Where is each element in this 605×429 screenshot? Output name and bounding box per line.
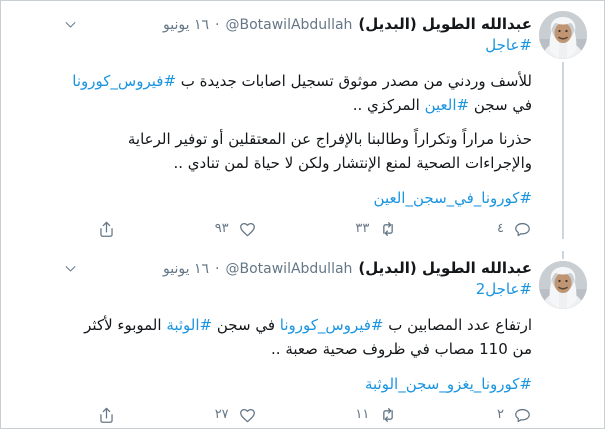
tweet-text-segment: المركزي ..: [352, 96, 425, 114]
reply-icon: [513, 220, 532, 239]
retweet-button[interactable]: [355, 405, 398, 425]
display-name[interactable]: عبدالله الطويل (البديل): [358, 259, 532, 277]
share-icon: [97, 406, 116, 425]
timestamp[interactable]: ١٦ يونيو: [163, 261, 210, 277]
like-button[interactable]: [215, 220, 257, 239]
reply-button[interactable]: [497, 406, 532, 425]
avatar[interactable]: [539, 261, 587, 309]
retweet-icon: [378, 219, 398, 239]
avatar[interactable]: [539, 11, 587, 59]
tweet-text: [63, 69, 532, 117]
tweet-header: [63, 15, 532, 33]
tweet-text: حذرنا مراراً وتكراراً وطالبنا بالإفراج عن المعتقلين أو توفير الرعاية والإجراءات الصحية لمنع الإنتشار ولكن لا حياة لمن تنادي ..: [127, 130, 532, 172]
retweet-count: ١١: [355, 407, 370, 422]
reply-icon: [513, 406, 532, 425]
portrait-man-white-ghutra-icon: [539, 261, 587, 309]
tweet-text-segment: ارتفاع عدد المصابين ب: [383, 316, 532, 334]
heart-icon: [238, 220, 257, 239]
closing-hashtag-line: [63, 373, 532, 395]
like-count: ٢٧: [214, 407, 229, 422]
tweet-actions: [97, 405, 532, 425]
user-handle[interactable]: @BotawilAbdullah: [225, 17, 353, 33]
avatar-column: [532, 251, 594, 425]
thread-connector-line: [562, 62, 564, 239]
chevron-down-icon[interactable]: [63, 17, 78, 32]
share-button[interactable]: [97, 220, 116, 239]
like-button[interactable]: [215, 406, 257, 425]
hashtag-link[interactable]: #الوثبة: [166, 316, 213, 334]
hashtag-link[interactable]: #كورونا_يغزو_سجن_الوثبة: [364, 375, 532, 393]
retweet-button[interactable]: [355, 219, 398, 239]
heart-icon: [238, 406, 257, 425]
lead-hashtag-line: [63, 34, 532, 56]
hashtag-link[interactable]: #كورونا_في_سجن_العين: [373, 189, 532, 207]
tweet-actions: [97, 219, 532, 239]
avatar-column: [532, 7, 594, 239]
chevron-down-icon[interactable]: [63, 261, 78, 276]
tweet-text: [63, 313, 532, 361]
share-icon: [97, 220, 116, 239]
user-handle[interactable]: @BotawilAbdullah: [225, 261, 353, 277]
closing-hashtag-line: [63, 187, 532, 209]
share-button[interactable]: [97, 406, 116, 425]
thread-connector-line: [562, 251, 564, 259]
tweet-text-segment: في سجن: [469, 96, 532, 114]
hashtag-link[interactable]: #فيروس_كورونا: [279, 316, 384, 334]
reply-button[interactable]: [497, 220, 532, 239]
tweet[interactable]: [1, 1, 604, 245]
retweet-icon: [378, 405, 398, 425]
separator-dot: ·: [215, 17, 220, 33]
reply-count: ٢: [497, 407, 504, 422]
tweet-content: [63, 251, 532, 425]
hashtag-link[interactable]: #العين: [424, 96, 470, 114]
tweet-text-segment: في سجن: [212, 316, 280, 334]
hashtag-link[interactable]: #فيروس_كورونا: [72, 72, 177, 90]
tweet-header: [63, 259, 532, 277]
like-count: ٩٣: [214, 221, 229, 236]
retweet-count: ٣٣: [355, 221, 370, 236]
display-name[interactable]: عبدالله الطويل (البديل): [358, 15, 532, 33]
tweet-text-segment: الموبوء لأكثر من 110 مصاب في ظروف صحية صعبة ..: [84, 316, 532, 358]
portrait-man-white-ghutra-icon: [539, 11, 587, 59]
tweet[interactable]: [1, 245, 604, 429]
separator-dot: ·: [215, 261, 220, 277]
timestamp[interactable]: ١٦ يونيو: [163, 17, 210, 33]
tweet-content: [63, 7, 532, 239]
hashtag-link[interactable]: #عاجل2: [475, 280, 532, 298]
lead-hashtag-line: [63, 278, 532, 300]
reply-count: ٤: [497, 221, 504, 236]
tweet-text-segment: للأسف وردني من مصدر موثوق تسجيل اصابات جديدة ب: [176, 72, 532, 90]
hashtag-link[interactable]: #عاجل: [485, 36, 532, 54]
